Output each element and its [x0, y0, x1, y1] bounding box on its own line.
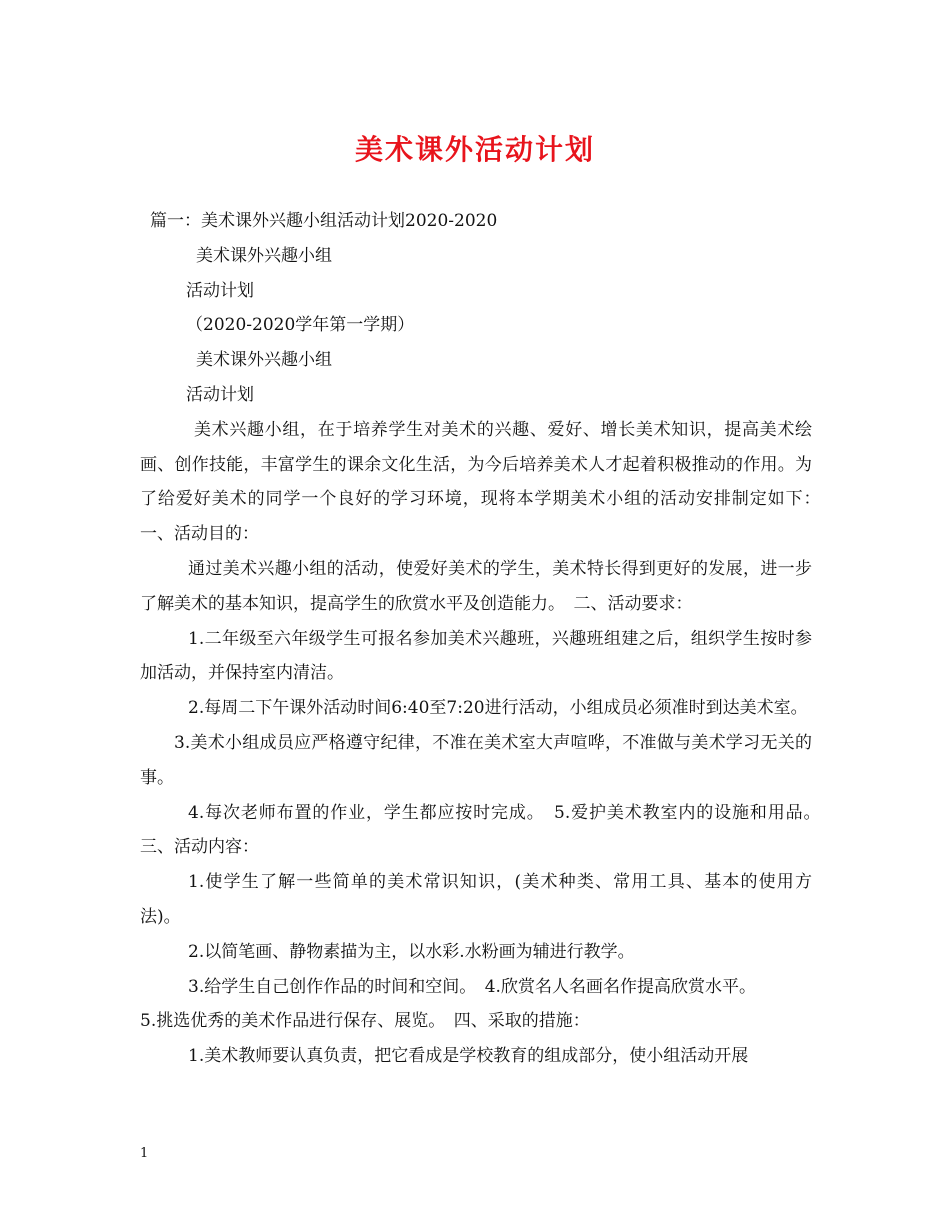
requirement-2: 2.每周二下午课外活动时间6:40至7:20进行活动，小组成员必须准时到达美术室。	[188, 698, 808, 719]
page-number: 1	[140, 1146, 149, 1161]
content-1: 1.使学生了解一些简单的美术常识知识，(美术种类、常用工具、基本的使用方法)。	[140, 872, 812, 927]
content-5: 5.挑选优秀的美术作品进行保存、展览。 四、采取的措施：	[140, 1011, 590, 1032]
document-body	[140, 204, 829, 1074]
requirement-1: 1.二年级至六年级学生可报名参加美术兴趣班，兴趣班组建之后，组织学生按时参加活动，并保持室内清洁。	[140, 628, 812, 684]
semester-line: （2020-2020学年第一学期）	[186, 315, 415, 336]
content-3-4: 3.给学生自己创作作品的时间和空间。 4.欣赏名人名画名作提高欣赏水平。	[188, 976, 756, 997]
measure-1: 1.美术教师要认真负责，把它看成是学校教育的组成部分，使小组活动开展	[188, 1046, 749, 1067]
purpose-paragraph: 通过美术兴趣小组的活动，使爱好美术的学生，美术特长得到更好的发展，进一步了解美术的基本知识，提高学生的欣赏水平及创造能力。 二、活动要求：	[140, 558, 812, 614]
group-name-line: 美术课外兴趣小组	[196, 245, 332, 266]
section-heading: 篇一：美术课外兴趣小组活动计划2020-2020	[150, 211, 498, 231]
requirement-3: 3.美术小组成员应严格遵守纪律，不准在美术室大声喧哗，不准做与美术学习无关的事。	[140, 732, 812, 788]
content-2: 2.以简笔画、静物素描为主，以水彩.水粉画为辅进行教学。	[188, 941, 635, 962]
group-name-line-2: 美术课外兴趣小组	[196, 350, 332, 371]
requirement-4-5: 4.每次老师布置的作业，学生都应按时完成。 5.爱护美术教室内的设施和用品。 三、活动内容：	[140, 802, 829, 858]
intro-paragraph: 美术兴趣小组，在于培养学生对美术的兴趣、爱好、增长美术知识，提高美术绘画、创作技能，丰富学生的课余文化生活，为今后培养美术人才起着积极推动的作用。为了给爱好美术的同学一个良好的学习环境，现将本学期美术小组的活动安排制定如下： 一、活动目的：	[140, 419, 829, 545]
plan-line: 活动计划	[186, 280, 254, 301]
plan-line-2: 活动计划	[186, 384, 254, 405]
document-title: 美术课外活动计划	[354, 133, 595, 166]
